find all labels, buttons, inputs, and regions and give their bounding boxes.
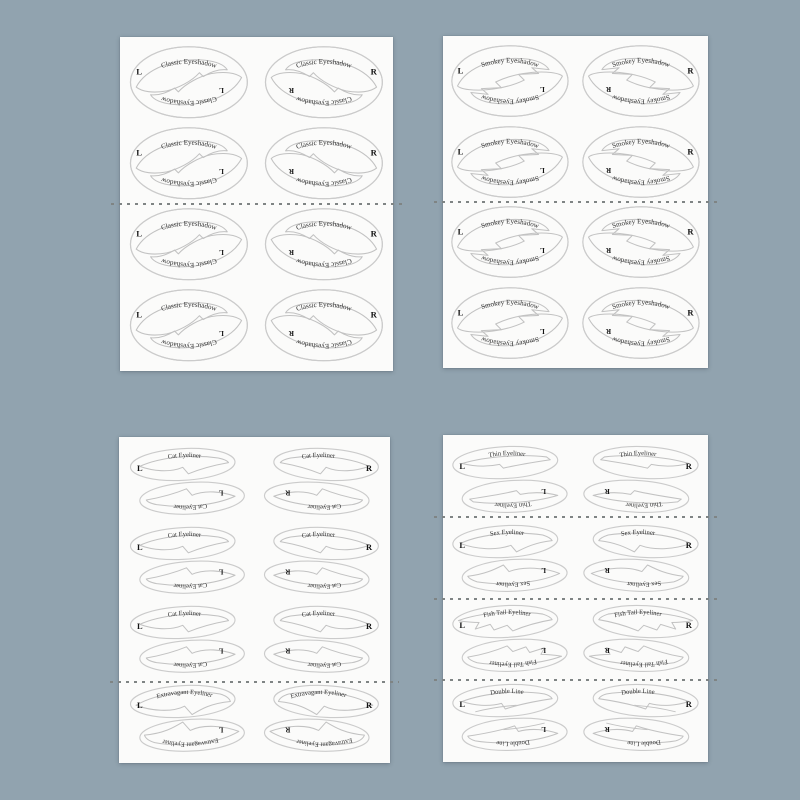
eye-marker: R — [370, 309, 378, 320]
eye-marker-inverted: R — [288, 167, 295, 176]
stencil-label-bottom-text: Extravagant Eyeliner — [161, 736, 220, 748]
eye-marker: R — [687, 146, 694, 157]
stencil-label-bottom — [619, 657, 668, 667]
eye-marker-inverted: L — [541, 566, 547, 575]
eye-marker: L — [459, 619, 465, 630]
stencil-label-top-text: Sex Eyeliner — [620, 529, 656, 539]
stencil-right — [258, 680, 385, 757]
stencil-label-top-text: Smokey Eyeshadow — [480, 217, 540, 231]
stencil-label-bottom — [624, 500, 662, 509]
eye-marker: R — [687, 226, 694, 237]
stencil-label-bottom-text: Smokey Eyeshadow — [611, 254, 671, 267]
stencil-right — [260, 43, 388, 122]
stencil-row — [121, 600, 388, 679]
stencil-label-bottom — [159, 176, 217, 188]
stencil-left — [125, 286, 253, 365]
stencil-left — [124, 443, 251, 520]
eye-marker-inverted: R — [606, 245, 612, 254]
stencil-label-top — [301, 531, 336, 540]
eye-marker-inverted: R — [604, 486, 610, 495]
eye-marker: L — [459, 699, 465, 710]
eye-marker: L — [459, 540, 465, 551]
stencil-label-top-text: Classic Eyeshadow — [295, 57, 353, 71]
eye-marker: L — [136, 66, 142, 77]
eye-marker: R — [370, 147, 378, 158]
stencil-label-bottom-text: Classic Eyeshadow — [295, 175, 353, 189]
stencil-label-top-text: Smokey Eyeshadow — [611, 137, 671, 150]
stencil-right — [260, 124, 388, 203]
stencil-label-top-text: Extravagant Eyeliner — [289, 689, 348, 701]
eye-marker-inverted: R — [288, 86, 295, 95]
stencil-label-bottom — [493, 500, 531, 509]
eye-marker: R — [370, 228, 378, 239]
stencil-label-top — [619, 450, 657, 459]
eye-marker-inverted: L — [219, 248, 224, 257]
stencil-label-bottom-text: Classic Eyeshadow — [295, 337, 353, 351]
stencil-label-top — [160, 58, 218, 70]
stencil-label-bottom — [173, 502, 208, 511]
stencil-label-top-text: Classic Eyeshadow — [160, 300, 218, 314]
eye-marker-inverted: R — [604, 645, 610, 654]
eye-marker: L — [459, 461, 465, 472]
eye-marker: R — [366, 622, 373, 632]
stencil-label-top-text: Sex Eyeliner — [489, 529, 525, 539]
stencil-label-top-text: Extravagant Eyeliner — [155, 689, 214, 701]
perforation-line — [434, 201, 717, 203]
stencil-right — [258, 601, 385, 678]
stencil-left — [124, 680, 251, 757]
stencil-label-bottom-text: Double Line — [495, 738, 531, 747]
stencil-label-bottom-text: Cat Eyeliner — [307, 502, 342, 511]
eye-marker-inverted: R — [606, 326, 612, 335]
eye-marker-inverted: L — [539, 326, 545, 335]
stencil-label-top — [295, 139, 353, 151]
eye-marker-inverted: L — [219, 167, 224, 176]
stencil-label-top — [295, 301, 353, 313]
stencil-label-top-text: Smokey Eyeshadow — [611, 298, 671, 311]
stencil-label-top — [290, 689, 348, 700]
stencil-right — [258, 522, 385, 599]
eye-marker-inverted: L — [539, 84, 545, 93]
stencil-label-top-text: Classic Eyeshadow — [160, 219, 218, 233]
stencil-label-top — [160, 301, 218, 313]
stencil-label-bottom — [295, 338, 353, 350]
stencil-left — [448, 679, 572, 756]
stencil-label-top — [620, 529, 656, 538]
stencil-label-bottom — [159, 95, 217, 107]
stencil-label-top — [490, 688, 524, 697]
stencil-row — [445, 440, 706, 519]
stencil-right — [579, 441, 703, 518]
stencil-label-bottom-text: Smokey Eyeshadow — [480, 93, 540, 106]
eye-marker: L — [136, 309, 142, 320]
eye-marker: L — [457, 65, 464, 76]
stencil-label-bottom — [173, 581, 208, 590]
stencil-label-top-text: Smokey Eyeshadow — [611, 56, 671, 70]
stencil-row — [121, 521, 388, 600]
stencil-row — [121, 679, 388, 758]
stencil-row — [122, 285, 391, 366]
stencil-label-bottom-text: Smokey Eyeshadow — [480, 254, 540, 267]
stencil-label-top — [489, 529, 525, 538]
stencil-label-bottom-text: Extravagant Eyeliner — [295, 736, 354, 748]
stencil-label-top-text: Cat Eyeliner — [301, 610, 336, 619]
stencil-label-bottom — [295, 737, 353, 748]
stencil-label-top — [167, 531, 202, 540]
stencil-label-bottom — [159, 257, 217, 269]
stencil-label-top-text: Classic Eyeshadow — [295, 300, 353, 314]
sheet-eyeliner-variety — [443, 435, 708, 762]
stencil-label-top-text: Cat Eyeliner — [301, 531, 336, 540]
stencil-label-top-text: Cat Eyeliner — [167, 610, 202, 619]
eye-marker-inverted: L — [218, 488, 224, 497]
stencil-label-top-text: Classic Eyeshadow — [160, 138, 218, 152]
stencil-label-bottom — [626, 579, 662, 588]
stencil-label-bottom-text: Smokey Eyeshadow — [611, 93, 671, 106]
eye-marker: R — [366, 701, 373, 711]
stencil-label-bottom-text: Sex Eyeliner — [626, 579, 662, 589]
stencil-label-bottom-text: Classic Eyeshadow — [160, 256, 218, 270]
eye-marker: R — [370, 66, 378, 77]
stencil-row — [445, 122, 706, 203]
eye-marker-inverted: R — [285, 725, 291, 734]
eye-marker-inverted: R — [606, 84, 612, 93]
eye-marker-inverted: L — [539, 245, 545, 254]
eye-marker-inverted: L — [218, 725, 224, 734]
eye-marker: R — [685, 699, 692, 710]
eye-marker: R — [685, 540, 692, 551]
stencil-label-top — [614, 609, 663, 619]
eye-marker: L — [136, 228, 142, 239]
eye-marker: R — [687, 307, 694, 318]
stencil-label-top-text: Cat Eyeliner — [167, 452, 202, 461]
eye-marker-inverted: R — [604, 724, 610, 733]
stencil-right — [579, 600, 703, 677]
eye-marker: L — [136, 622, 143, 632]
eye-marker-inverted: L — [539, 165, 545, 174]
perforation-line — [434, 679, 717, 681]
stencil-left — [448, 520, 572, 597]
stencil-left — [448, 441, 572, 518]
stencil-label-bottom-text: Cat Eyeliner — [173, 660, 208, 669]
stencil-label-bottom — [295, 95, 353, 107]
stencil-row — [445, 41, 706, 122]
stencil-label-top — [167, 452, 202, 461]
stencil-label-bottom — [161, 737, 219, 748]
stencil-label-top-text: Classic Eyeshadow — [295, 138, 353, 152]
stencil-row — [445, 283, 706, 364]
eye-marker-inverted: R — [285, 567, 291, 576]
stencil-label-bottom-text: Cat Eyeliner — [173, 502, 208, 511]
stencil-right — [260, 205, 388, 284]
stencil-right — [260, 286, 388, 365]
stencil-label-bottom — [159, 338, 217, 350]
eye-marker: L — [457, 307, 464, 318]
stencil-left — [124, 601, 251, 678]
stencil-row — [122, 42, 391, 123]
stencil-label-bottom — [307, 502, 342, 511]
eye-marker: L — [136, 147, 142, 158]
stencil-label-bottom-text: Double Line — [626, 738, 662, 747]
stencil-row — [445, 678, 706, 757]
stencil-right — [579, 42, 703, 120]
stencil-label-bottom-text: Smokey Eyeshadow — [611, 334, 671, 348]
stencil-label-top-text: Smokey Eyeshadow — [480, 56, 540, 70]
eye-marker-inverted: L — [541, 724, 547, 733]
stencil-left — [125, 43, 253, 122]
stencil-label-bottom-text: Classic Eyeshadow — [295, 94, 353, 108]
eye-marker-inverted: R — [288, 329, 295, 338]
stencil-label-bottom-text: Thin Eyeliner — [625, 499, 663, 510]
stencil-label-top-text: Smokey Eyeshadow — [480, 298, 540, 311]
stencil-label-bottom-text: Classic Eyeshadow — [160, 175, 218, 189]
stencil-label-top-text: Double Line — [620, 687, 656, 697]
stencil-label-top — [295, 58, 353, 70]
eye-marker-inverted: L — [219, 329, 224, 338]
eye-marker: R — [687, 65, 694, 76]
perforation-line — [110, 681, 399, 683]
stencil-label-bottom — [627, 738, 661, 747]
stencil-label-top — [301, 610, 336, 619]
stencil-label-top-text: Classic Eyeshadow — [295, 219, 353, 233]
stencil-label-bottom — [307, 581, 342, 590]
stencil-left — [448, 600, 572, 677]
stencil-label-bottom-text: Smokey Eyeshadow — [480, 334, 540, 348]
stencil-label-bottom — [295, 176, 353, 188]
stencil-left — [448, 284, 572, 362]
stencil-label-bottom-text: Fish Tail Eyeliner — [488, 657, 538, 668]
eye-marker: L — [136, 543, 143, 553]
eye-marker-inverted: L — [218, 646, 224, 655]
stencil-label-top — [156, 689, 214, 700]
stencil-left — [125, 124, 253, 203]
stencil-label-top-text: Smokey Eyeshadow — [611, 217, 671, 231]
stencil-label-bottom-text: Classic Eyeshadow — [160, 337, 218, 351]
stencil-label-bottom — [295, 257, 353, 269]
stencil-label-bottom-text: Classic Eyeshadow — [160, 94, 218, 108]
perforation-line — [111, 203, 402, 205]
stencil-label-bottom-text: Fish Tail Eyeliner — [619, 657, 669, 668]
stencil-label-bottom-text: Classic Eyeshadow — [295, 256, 353, 270]
stencil-label-top — [483, 609, 532, 619]
eye-marker: R — [685, 461, 692, 472]
stencil-right — [579, 203, 703, 281]
stencil-label-top-text: Smokey Eyeshadow — [480, 137, 540, 150]
stencil-label-top — [621, 688, 655, 697]
stencil-right — [579, 284, 703, 362]
sheet-classic-eyeshadow — [120, 37, 393, 371]
eye-marker-inverted: L — [541, 486, 547, 495]
stencil-label-top-text: Classic Eyeshadow — [160, 57, 218, 71]
stencil-label-bottom — [488, 657, 537, 667]
stencil-label-bottom — [495, 579, 531, 588]
eye-marker-inverted: R — [604, 566, 610, 575]
stencil-label-top-text: Thin Eyeliner — [619, 450, 657, 460]
eye-marker: L — [457, 226, 464, 237]
stencil-row — [122, 204, 391, 285]
stencil-label-bottom-text: Smokey Eyeshadow — [611, 173, 671, 187]
stencil-label-top-text: Thin Eyeliner — [488, 450, 526, 460]
sheet-cat-extravagant-eyeliner — [119, 437, 390, 763]
stencil-label-top — [160, 139, 218, 151]
stencil-label-bottom-text: Sex Eyeliner — [495, 579, 531, 589]
stencil-right — [258, 443, 385, 520]
stencil-right — [579, 679, 703, 756]
stencil-row — [445, 599, 706, 678]
stencil-label-bottom-text: Cat Eyeliner — [307, 660, 342, 669]
eye-marker-inverted: L — [218, 567, 224, 576]
stencil-left — [125, 205, 253, 284]
stencil-label-top-text: Cat Eyeliner — [167, 531, 202, 540]
stencil-label-top — [167, 610, 202, 619]
stencil-row — [445, 519, 706, 598]
eye-marker: L — [136, 464, 143, 474]
stencil-row — [121, 442, 388, 521]
stencil-label-bottom-text: Cat Eyeliner — [173, 581, 208, 590]
stencil-label-bottom — [173, 660, 208, 669]
stencil-label-bottom — [496, 738, 530, 747]
eye-marker-inverted: R — [285, 488, 291, 497]
stencil-row — [445, 202, 706, 283]
eye-marker: L — [136, 701, 143, 711]
eye-marker: L — [457, 146, 464, 157]
stencil-row — [122, 123, 391, 204]
stencil-left — [124, 522, 251, 599]
stencil-label-top — [160, 220, 218, 232]
eye-marker: R — [366, 543, 373, 553]
stencil-right — [579, 123, 703, 201]
eye-marker-inverted: L — [541, 645, 547, 654]
perforation-line — [434, 516, 717, 518]
eye-marker-inverted: L — [219, 86, 224, 95]
stencil-right — [579, 520, 703, 597]
stencil-label-top — [295, 220, 353, 232]
perforation-line — [434, 598, 717, 600]
stencil-label-top-text: Double Line — [489, 687, 525, 697]
stencil-left — [448, 123, 572, 201]
eye-marker: R — [366, 464, 373, 474]
stencil-left — [448, 42, 572, 120]
eye-marker: R — [685, 619, 692, 630]
stencil-label-bottom-text: Cat Eyeliner — [307, 581, 342, 590]
stencil-label-top — [488, 450, 526, 459]
stencil-left — [448, 203, 572, 281]
stencil-label-bottom-text: Thin Eyeliner — [494, 499, 532, 510]
eye-marker-inverted: R — [285, 646, 291, 655]
stencil-label-bottom-text: Smokey Eyeshadow — [480, 173, 540, 187]
eye-marker-inverted: R — [288, 248, 295, 257]
eye-marker-inverted: R — [606, 165, 612, 174]
stencil-label-top-text: Cat Eyeliner — [301, 452, 336, 461]
stencil-label-bottom — [307, 660, 342, 669]
stencil-label-top — [301, 452, 336, 461]
stencil-label-top-text: Fish Tail Eyeliner — [482, 608, 532, 619]
stencil-label-top-text: Fish Tail Eyeliner — [613, 608, 663, 619]
sheet-smokey-eyeshadow — [443, 36, 708, 368]
